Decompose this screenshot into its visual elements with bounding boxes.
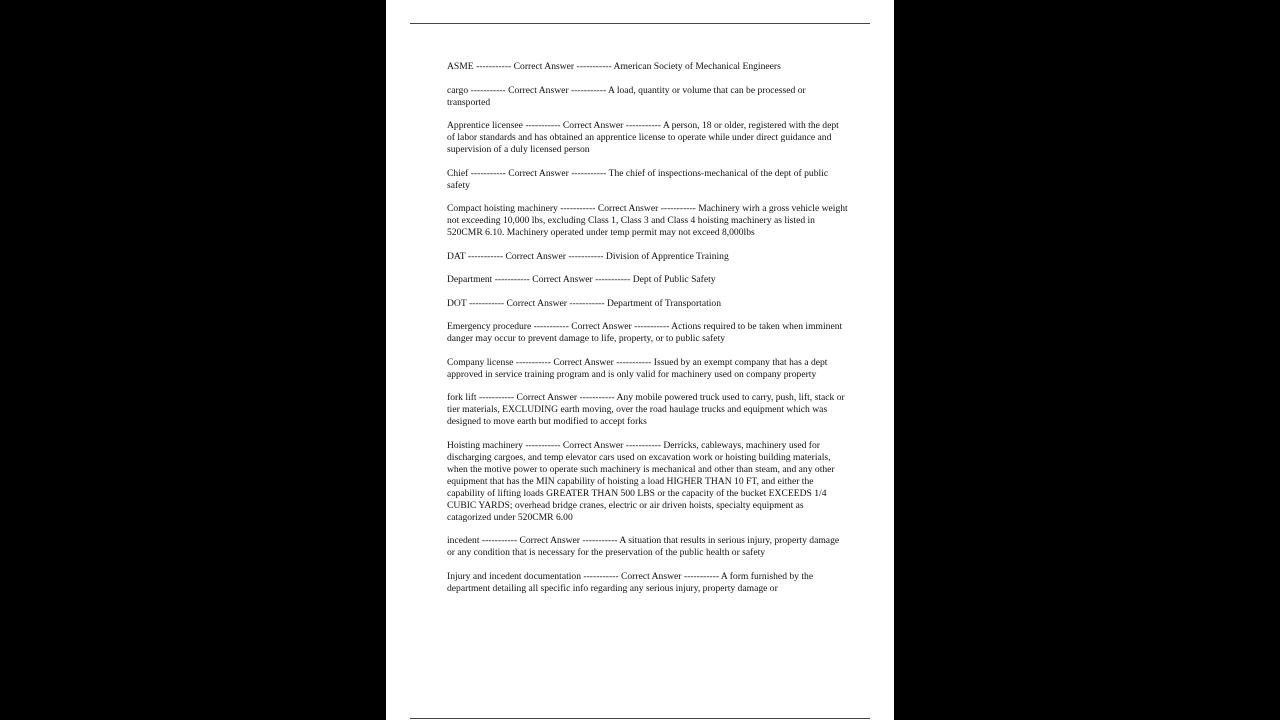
entry-definition: Derricks, cableways, machinery used for discharging cargoes, and temp elevator cars used on excavation work or hoisting building materials, when the motive power to operate such machinery is mechanical and other than steam, and any other equipment that has the MIN capability of hoisting a load HIGHER THAN 10 FT, and either the capability of lifting loads GREATER THAN 500 LBS or the capacity of the bucket EXCEEDS 1/4 CUBIC YARDS; overhead bridge cranes, electric or air driven hoists, specialty equipment as catagorized under 520CMR 6.00 [447, 439, 835, 523]
entry-term: Department [447, 274, 493, 285]
flashcard-entry [447, 321, 849, 345]
entry-separator: ----------- [582, 535, 618, 546]
entry-definition: Issued by an exempt company that has a dept approved in service training program and is only valid for machinery used on company property [447, 356, 828, 380]
entry-definition: American Society of Mechanical Engineers [613, 61, 781, 72]
flashcard-entry [447, 298, 849, 310]
entry-separator: ----------- [625, 120, 661, 131]
entry-separator: ----------- [467, 250, 504, 262]
flashcard-entry [447, 357, 849, 381]
entry-separator: ----------- [560, 203, 596, 214]
entry-separator: ----------- [569, 297, 605, 309]
document-page [386, 0, 894, 720]
entry-definition: Actions required to be taken when imminent danger may occur to prevent damage to life, property, or to public safety [447, 321, 843, 344]
entry-separator: ----------- [494, 274, 530, 285]
flashcard-list [447, 61, 849, 606]
entry-separator: ----------- [568, 250, 604, 262]
flashcard-entry [447, 535, 849, 559]
flashcard-entry [447, 203, 849, 239]
entry-separator: ----------- [525, 439, 561, 451]
entry-separator: ----------- [576, 61, 612, 72]
entry-answer-label: Correct Answer [562, 439, 624, 451]
entry-term: Chief [447, 167, 469, 179]
entry-separator: ----------- [515, 356, 551, 368]
flashcard-entry [447, 440, 849, 524]
entry-definition: Any mobile powered truck used to carry, push, lift, stack or tier materials, EXCLUDING earth moving, over the road haulage trucks and equipment which was designed to move earth but modified to accept forks [447, 392, 845, 427]
entry-separator: ----------- [571, 84, 607, 96]
entry-separator: ----------- [470, 167, 506, 179]
entry-separator: ----------- [616, 356, 652, 368]
entry-definition: A form furnished by the department detailing all specific info regarding any serious injury, property damage or [447, 570, 814, 594]
entry-answer-label: Correct Answer [620, 570, 682, 582]
flashcard-entry [447, 251, 849, 263]
entry-separator: ----------- [579, 392, 615, 403]
entry-separator: ----------- [571, 167, 607, 179]
entry-separator: ----------- [470, 84, 506, 96]
entry-separator: ----------- [478, 392, 515, 403]
flashcard-entry [447, 85, 849, 109]
entry-separator: ----------- [660, 203, 696, 214]
flashcard-entry [447, 392, 849, 428]
entry-term: Emergency procedure [447, 321, 532, 332]
entry-definition: Department of Transportation [606, 297, 722, 309]
entry-answer-label: Correct Answer [516, 392, 578, 403]
entry-separator: ----------- [525, 120, 561, 131]
entry-answer-label: Correct Answer [513, 61, 575, 72]
entry-separator: ----------- [625, 439, 661, 451]
entry-definition: A load, quantity or volume that can be processed or transported [447, 84, 806, 108]
flashcard-entry [447, 61, 849, 73]
entry-answer-label: Correct Answer [571, 321, 632, 332]
entry-separator: ----------- [595, 274, 631, 285]
entry-answer-label: Correct Answer [597, 203, 659, 214]
entry-separator: ----------- [468, 297, 505, 309]
flashcard-entry [447, 120, 849, 156]
entry-definition: Dept of Public Safety [632, 274, 716, 285]
entry-separator: ----------- [583, 570, 619, 582]
flashcard-entry [447, 274, 849, 286]
page-top-rule [410, 23, 870, 24]
entry-separator: ----------- [683, 570, 720, 582]
flashcard-entry [447, 168, 849, 192]
entry-answer-label: Correct Answer [553, 356, 614, 368]
entry-answer-label: Correct Answer [505, 250, 566, 262]
entry-definition: The chief of inspections-mechanical of the dept of public safety [447, 167, 829, 191]
entry-answer-label: Correct Answer [506, 297, 567, 309]
entry-term: Hoisting machinery [447, 439, 523, 451]
entry-term: incedent [447, 535, 480, 546]
entry-term: Company license [447, 356, 514, 368]
entry-definition: A person, 18 or older, registered with the dept of labor standards and has obtained an apprentice license to operate while under direct guidance and supervision of a duly licensed person [447, 120, 839, 155]
entry-term: DAT [447, 250, 466, 262]
entry-term: fork lift [447, 392, 477, 403]
entry-term: Injury and incedent documentation [447, 570, 582, 582]
entry-answer-label: Correct Answer [519, 535, 580, 546]
page-bottom-rule [410, 718, 870, 719]
entry-term: Apprentice licensee [447, 120, 523, 131]
entry-term: ASME [447, 61, 474, 72]
entry-definition: A situation that results in serious injury, property damage or any condition that is necessary for the preservation of the public health or safety [447, 535, 840, 558]
entry-answer-label: Correct Answer [562, 120, 624, 131]
entry-separator: ----------- [533, 321, 569, 332]
entry-answer-label: Correct Answer [508, 167, 569, 179]
entry-separator: ----------- [481, 535, 518, 546]
entry-separator: ----------- [634, 321, 670, 332]
entry-term: DOT [447, 297, 467, 309]
entry-answer-label: Correct Answer [508, 84, 569, 96]
entry-answer-label: Correct Answer [532, 274, 593, 285]
entry-term: Compact hoisting machinery [447, 203, 558, 214]
flashcard-entry [447, 571, 849, 595]
entry-term: cargo [447, 84, 469, 96]
entry-definition: Division of Apprentice Training [605, 250, 729, 262]
entry-definition: Machinery wirh a gross vehicle weight not exceeding 10,000 lbs, excluding Class 1, Class 3 and Class 4 hoisting machinery as listed in 520CMR 6.10. Machinery operated under temp permit may not exceed 8,000lbs [447, 203, 848, 238]
entry-separator: ----------- [476, 61, 512, 72]
